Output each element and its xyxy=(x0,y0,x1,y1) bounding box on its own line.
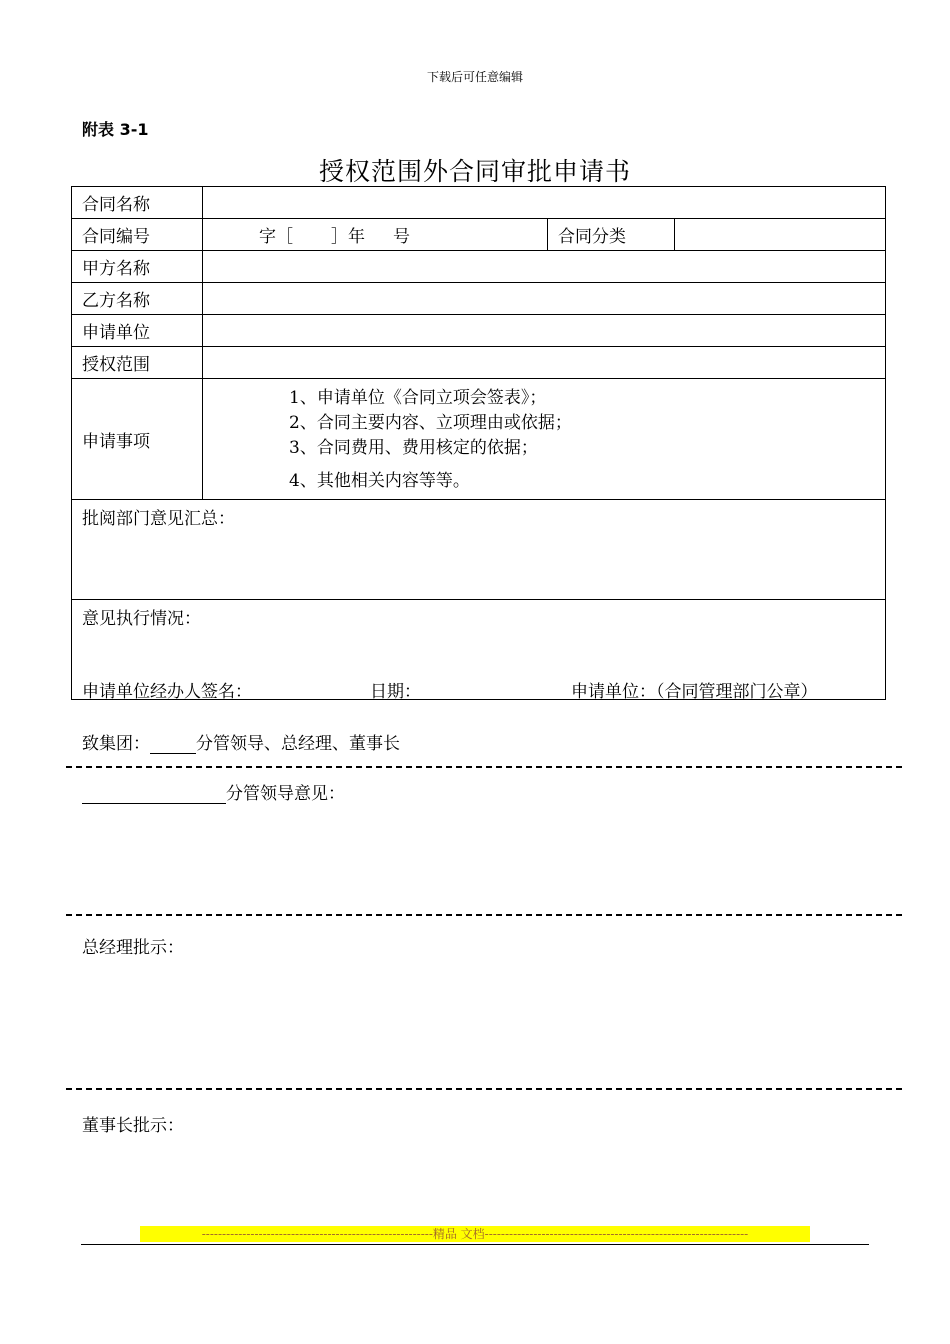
applicant-unit-label: 申请单位 xyxy=(72,315,203,347)
contract-name-label: 合同名称 xyxy=(72,187,203,219)
application-form-table xyxy=(71,186,886,700)
header-note: 下载后可任意编辑 xyxy=(426,70,523,84)
applicant-seal-label: 申请单位：（合同管理部门公章） xyxy=(571,682,818,702)
number-part-year: ］年 xyxy=(331,227,365,247)
signature-line xyxy=(82,677,872,702)
dashed-divider xyxy=(66,914,902,916)
leader-opinion-label: 分管领导意见： xyxy=(226,784,345,804)
row-contract-number xyxy=(72,219,886,251)
application-item: 3、合同费用、费用核定的依据； xyxy=(289,438,538,458)
to-group-prefix: 致集团： xyxy=(82,734,150,754)
application-items-list xyxy=(203,379,886,500)
gm-instruction-label: 总经理批示： xyxy=(82,938,184,958)
row-review-summary xyxy=(72,500,886,600)
party-a-value[interactable] xyxy=(203,251,886,283)
applicant-unit-value[interactable] xyxy=(203,315,886,347)
application-item: 2、合同主要内容、立项理由或依据； xyxy=(289,413,572,433)
application-items-label: 申请事项 xyxy=(72,379,203,500)
dashed-divider xyxy=(66,766,902,768)
row-application-items xyxy=(72,379,886,500)
execution-cell[interactable] xyxy=(72,600,886,700)
contract-name-value[interactable] xyxy=(203,187,886,219)
contract-number-value[interactable] xyxy=(203,219,548,251)
signer-label: 申请单位经办人签名： xyxy=(82,682,252,702)
contract-number-label: 合同编号 xyxy=(72,219,203,251)
footer-watermark: ---------------------------------------------------------精品 文档----------------------------------------------------------------- xyxy=(140,1226,810,1242)
row-party-b xyxy=(72,283,886,315)
to-group-suffix: 分管领导、总经理、董事长 xyxy=(196,734,400,754)
contract-category-label: 合同分类 xyxy=(548,219,675,251)
row-applicant-unit xyxy=(72,315,886,347)
application-item: 4、其他相关内容等等。 xyxy=(289,471,470,491)
contract-category-value[interactable] xyxy=(675,219,886,251)
leader-name-blank[interactable] xyxy=(82,785,226,804)
execution-label: 意见执行情况： xyxy=(82,609,201,629)
number-part-no: 号 xyxy=(393,227,410,247)
leader-opinion-line xyxy=(82,779,345,804)
party-a-label: 甲方名称 xyxy=(72,251,203,283)
dashed-divider xyxy=(66,1088,902,1090)
page-title: 授权范围外合同审批申请书 xyxy=(318,157,631,186)
party-b-label: 乙方名称 xyxy=(72,283,203,315)
review-summary-cell[interactable] xyxy=(72,500,886,600)
row-party-a xyxy=(72,251,886,283)
row-auth-scope xyxy=(72,347,886,379)
to-group-blank[interactable] xyxy=(150,735,196,754)
chairman-instruction-label: 董事长批示： xyxy=(82,1116,184,1136)
row-contract-name xyxy=(72,187,886,219)
auth-scope-label: 授权范围 xyxy=(72,347,203,379)
to-group-line xyxy=(82,729,400,754)
party-b-value[interactable] xyxy=(203,283,886,315)
date-label: 日期： xyxy=(370,682,421,702)
row-execution xyxy=(72,600,886,700)
number-part-char: 字［ xyxy=(259,227,293,247)
application-item: 1、申请单位《合同立项会签表》； xyxy=(289,388,547,408)
appendix-label: 附表 3-1 xyxy=(82,120,149,139)
review-summary-label: 批阅部门意见汇总： xyxy=(82,509,235,529)
footer-rule xyxy=(81,1244,869,1245)
auth-scope-value[interactable] xyxy=(203,347,886,379)
